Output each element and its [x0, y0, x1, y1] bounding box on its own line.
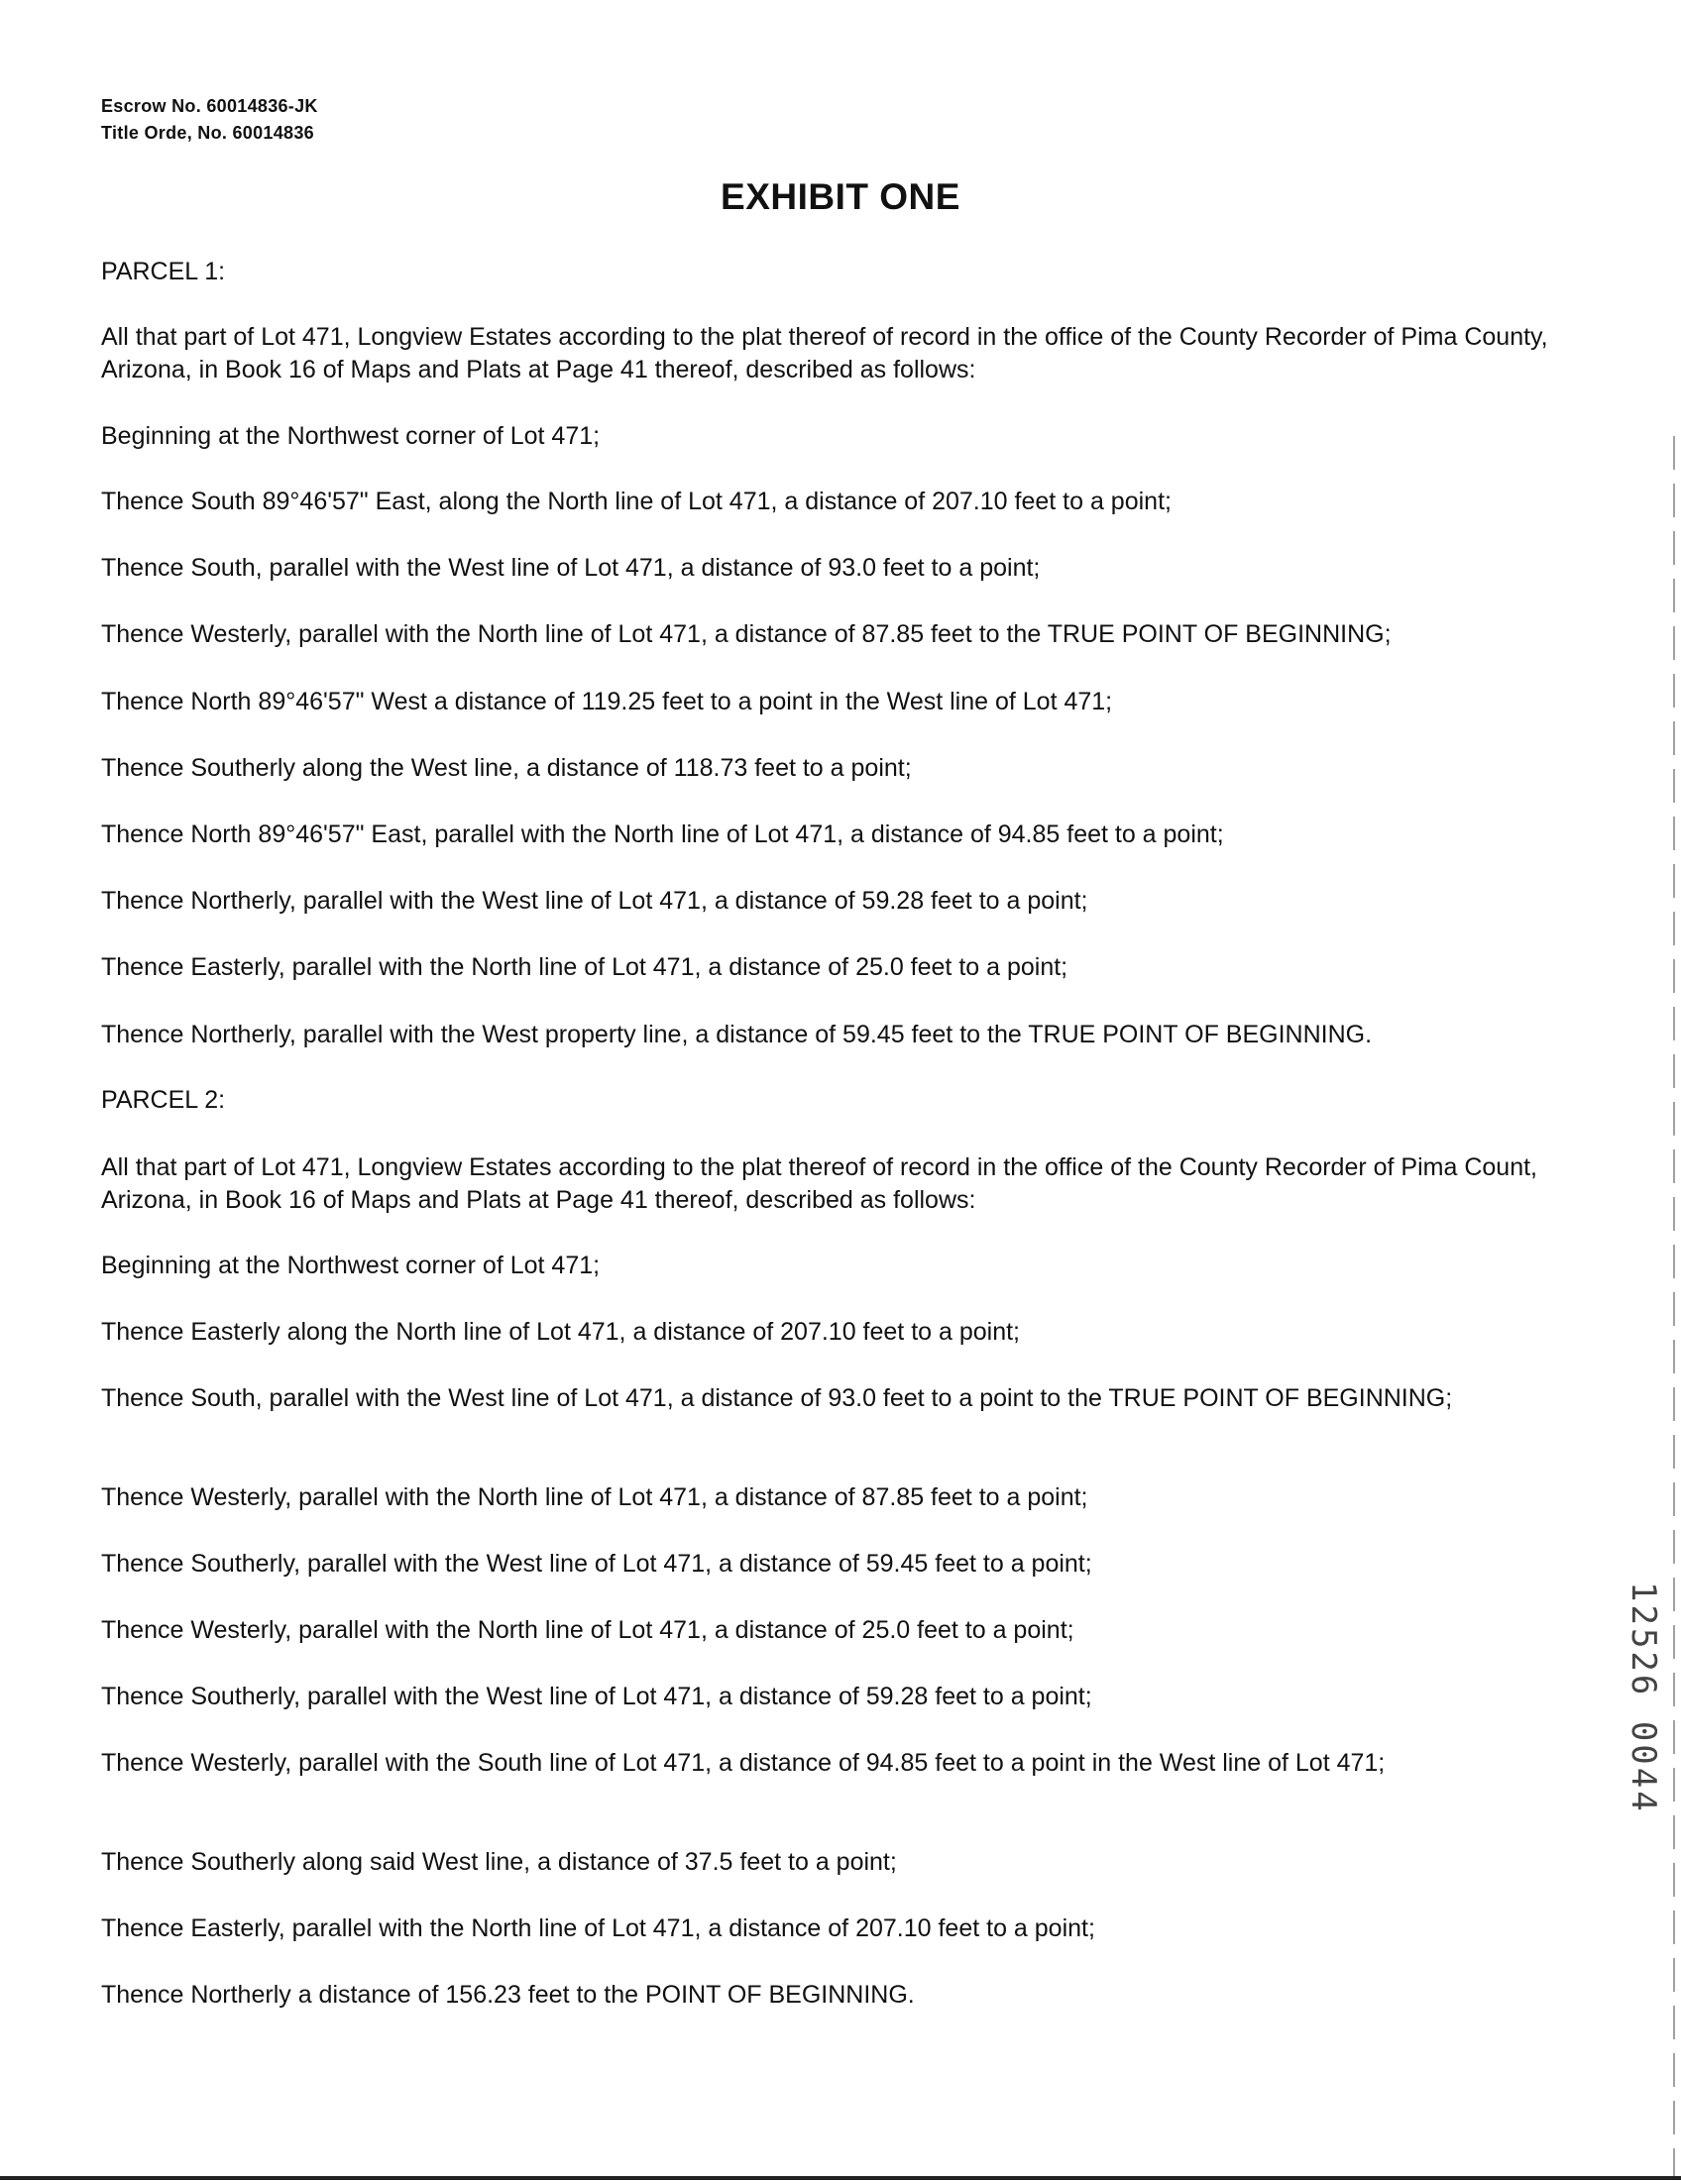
parcel-1-call: Thence Northerly, parallel with the West line of Lot 471, a distance of 59.28 feet to a point;	[101, 887, 1088, 915]
parcel-1-call: Thence Easterly, parallel with the North line of Lot 471, a distance of 25.0 feet to a point;	[101, 953, 1068, 981]
parcel-1-call: Thence South, parallel with the West line of Lot 471, a distance of 93.0 feet to a point;	[101, 554, 1041, 582]
recording-number: 12526 0044	[1624, 1582, 1663, 1814]
parcel-1-call: Thence Northerly, parallel with the West property line, a distance of 59.45 feet to the TRUE POINT OF BEGINNING.	[101, 1021, 1373, 1048]
recording-stamp	[1616, 1582, 1675, 1879]
parcel-2-call: Thence South, parallel with the West line of Lot 471, a distance of 93.0 feet to a point to the TRUE POINT OF BEGINNING;	[101, 1384, 1453, 1412]
parcel-2-call: Thence Westerly, parallel with the North line of Lot 471, a distance of 25.0 feet to a point;	[101, 1616, 1074, 1644]
parcel-1-heading: PARCEL 1:	[101, 258, 226, 285]
parcel-2-heading: PARCEL 2:	[101, 1086, 226, 1114]
parcel-2-call: Thence Easterly, parallel with the North line of Lot 471, a distance of 207.10 feet to a point;	[101, 1914, 1095, 1942]
parcel-2-call: Thence Westerly, parallel with the North line of Lot 471, a distance of 87.85 feet to a point;	[101, 1483, 1088, 1511]
exhibit-title: EXHIBIT ONE	[721, 176, 960, 217]
parcel-2-call: Beginning at the Northwest corner of Lot 471;	[101, 1252, 601, 1279]
scan-edge-mark	[1673, 436, 1675, 2180]
parcel-1-call: Thence North 89°46'57" East, parallel with the North line of Lot 471, a distance of 94.85 feet to a point;	[101, 820, 1224, 848]
title-order-number: Title Orde, No. 60014836	[101, 123, 314, 143]
document-header	[101, 93, 318, 147]
page-bottom-rule	[0, 2176, 1681, 2180]
parcel-1-call: Thence North 89°46'57" West a distance of 119.25 feet to a point in the West line of Lot 471;	[101, 688, 1113, 715]
parcel-2-call: Thence Southerly, parallel with the West line of Lot 471, a distance of 59.45 feet to a point;	[101, 1550, 1092, 1578]
parcel-1-call: Thence South 89°46'57" East, along the North line of Lot 471, a distance of 207.10 feet to a point;	[101, 488, 1172, 515]
parcel-1-call: Beginning at the Northwest corner of Lot 471;	[101, 422, 601, 450]
parcel-2-call: Thence Northerly a distance of 156.23 feet to the POINT OF BEGINNING.	[101, 1981, 915, 2009]
parcel-1-call: Thence Southerly along the West line, a distance of 118.73 feet to a point;	[101, 754, 912, 782]
parcel-2-call: Thence Southerly, parallel with the West line of Lot 471, a distance of 59.28 feet to a point;	[101, 1683, 1092, 1710]
parcel-2-intro: All that part of Lot 471, Longview Estates according to the plat thereof of record in the office of the County Recorder of Pima Count, Arizona, in Book 16 of Maps and Plats at Page 41 thereof, described as follows:	[101, 1153, 1537, 1214]
escrow-number: Escrow No. 60014836-JK	[101, 96, 318, 116]
parcel-1-call: Thence Westerly, parallel with the North line of Lot 471, a distance of 87.85 feet to the TRUE POINT OF BEGINNING;	[101, 620, 1392, 648]
parcel-2-call: Thence Southerly along said West line, a distance of 37.5 feet to a point;	[101, 1848, 897, 1876]
parcel-2-call: Thence Westerly, parallel with the South line of Lot 471, a distance of 94.85 feet to a point in the West line of Lot 471;	[101, 1749, 1386, 1777]
parcel-1-intro: All that part of Lot 471, Longview Estates according to the plat thereof of record in the office of the County Recorder of Pima County, Arizona, in Book 16 of Maps and Plats at Page 41 thereof, described as follows:	[101, 323, 1548, 383]
parcel-2-call: Thence Easterly along the North line of Lot 471, a distance of 207.10 feet to a point;	[101, 1318, 1021, 1346]
